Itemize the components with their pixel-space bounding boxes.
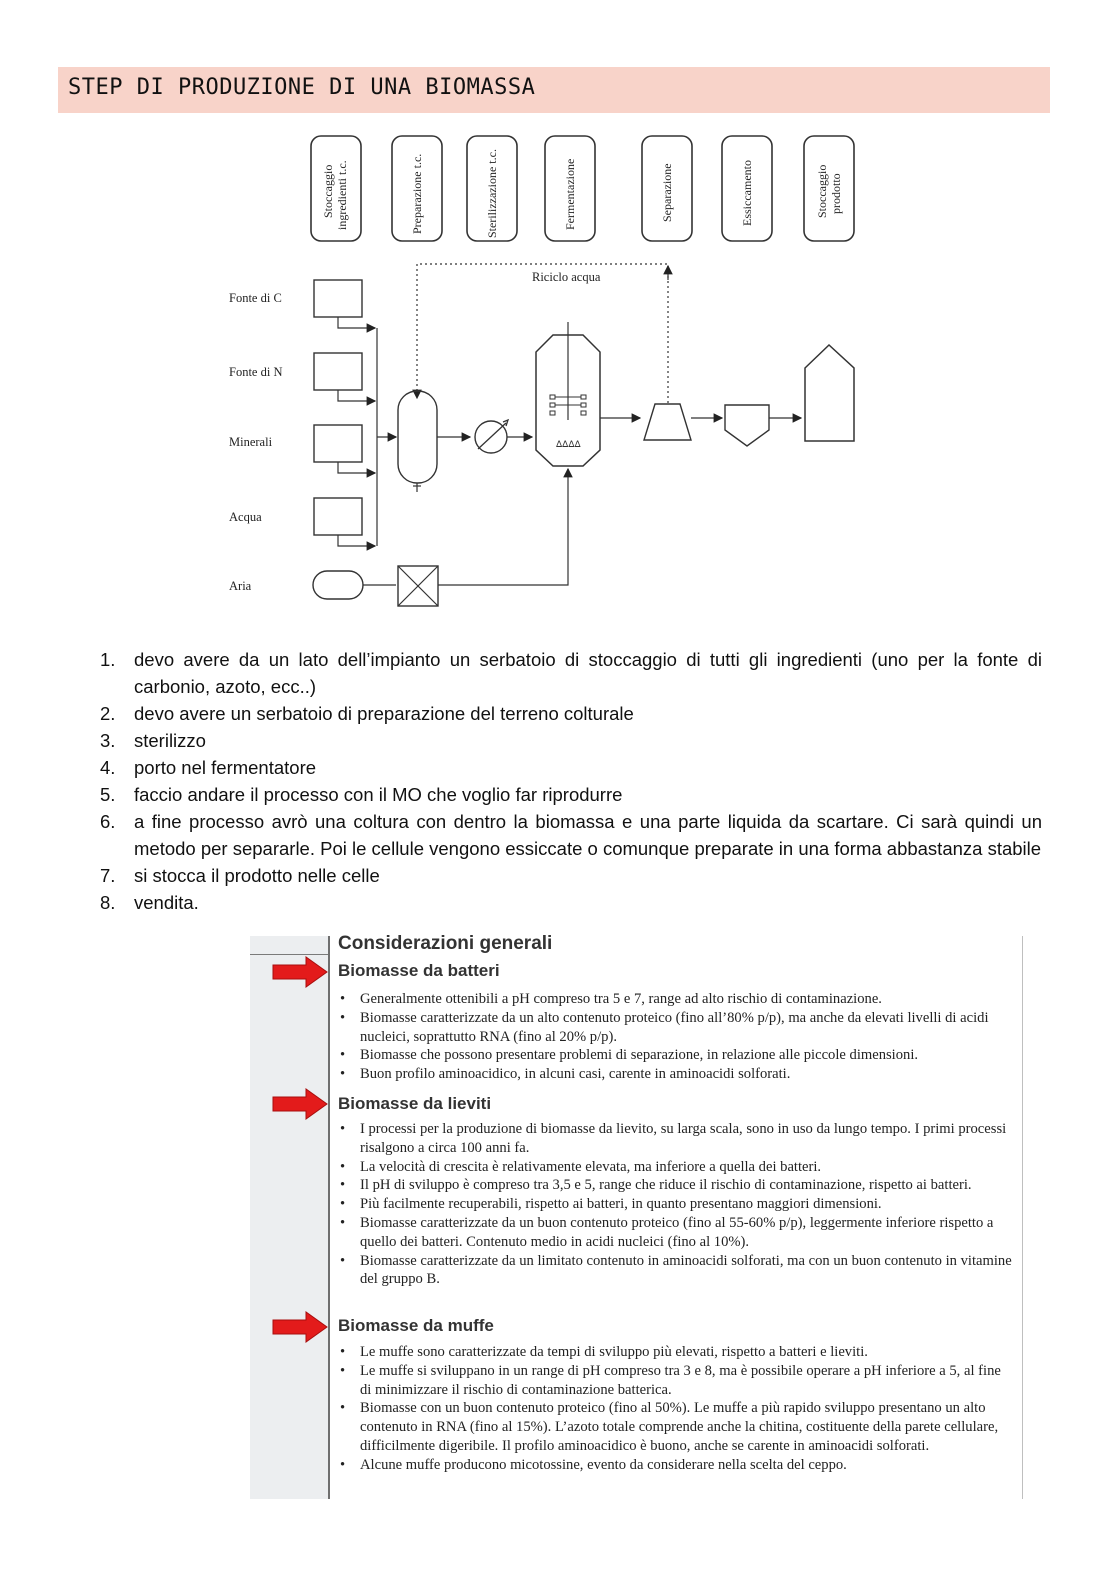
- step-number: 7.: [100, 865, 116, 886]
- stage-label-2: Preparazione t.c.: [410, 153, 424, 234]
- stage-label-7b: prodotto: [829, 173, 843, 214]
- stage-label-5: Separazione: [660, 163, 674, 222]
- dryer: [725, 405, 769, 446]
- bullet-item: • Biomasse caratterizzate da un buon contenuto proteico (fino al 55-60% p/p), leggermente inferiore rispetto a quello dei batteri. Contenuto medio in acidi nucleici (fino al 10%).: [338, 1214, 1014, 1252]
- book-margin-line: [250, 954, 328, 955]
- bullet-item: • Biomasse con un buon contenuto proteico (fino al 50%). Le muffe a più rapido sviluppo presentano un alto contenuto in RNA (fino al 15%). L’azoto totale comprende anche la chitina, costituente della parete cellulare, difficilmente digeribile. Il profilo aminoacidico è buono, anche se carente in aminoacidi solforati.: [338, 1399, 1014, 1455]
- stage-label-7a: Stoccaggio: [815, 164, 829, 218]
- recycle-loop: [417, 264, 668, 403]
- step-text: faccio andare il processo con il MO che voglio far riprodurre: [134, 784, 623, 805]
- tank-carbon: [314, 280, 362, 317]
- bullet-item: • Generalmente ottenibili a pH compreso tra 5 e 7, range ad alto rischio di contaminazione.: [338, 990, 1014, 1009]
- step-text: sterilizzo: [134, 730, 206, 751]
- input-label-carbon: Fonte di C: [229, 291, 282, 305]
- bullet-item: • Le muffe sono caratterizzate da tempi di sviluppo più elevati, rispetto a batteri e lieviti.: [338, 1343, 1014, 1362]
- red-arrow-icon: [272, 1311, 328, 1343]
- svg-text:ᐃᐃᐃᐃ: ᐃᐃᐃᐃ: [556, 439, 581, 449]
- recycle-label: Riciclo acqua: [532, 270, 601, 284]
- bullet-item: • Il pH di sviluppo è compreso tra 3,5 e 5, range che riduce il rischio di contaminazione, rispetto ai batteri.: [338, 1176, 1014, 1195]
- steps-list: [100, 646, 1042, 916]
- stage-label-6: Essiccamento: [740, 160, 754, 226]
- input-label-air: Aria: [229, 579, 252, 593]
- red-arrow-icon: [272, 1088, 328, 1120]
- stage-label-1b: ingredienti t.c.: [335, 160, 349, 230]
- preparation-tank: [398, 391, 437, 483]
- input-label-minerals: Minerali: [229, 435, 273, 449]
- step-item: [100, 808, 1042, 862]
- bullet-item: • Alcune muffe producono micotossine, evento da considerare nella scelta del ceppo.: [338, 1456, 1014, 1475]
- step-number: 4.: [100, 757, 116, 778]
- page-title: STEP DI PRODUZIONE DI UNA BIOMASSA: [68, 75, 536, 100]
- bullet-item: • Buon profilo aminoacidico, in alcuni casi, carente in aminoacidi solforati.: [338, 1065, 1014, 1084]
- step-text: devo avere da un lato dell’impianto un serbatoio di stoccaggio di tutti gli ingredienti (uno per la fonte di carbonio, azoto, ecc..): [134, 649, 1042, 697]
- bullet-item: • Le muffe si sviluppano in un range di pH compreso tra 3 e 8, ma è possibile operare a pH inferiore a 5, al fine di minimizzare il rischio di contaminazione batterica.: [338, 1362, 1014, 1400]
- step-number: 6.: [100, 811, 116, 832]
- bullet-item: • Più facilmente recuperabili, rispetto ai batteri, in quanto presentano maggiori dimensioni.: [338, 1195, 1014, 1214]
- stage-label-1a: Stoccaggio: [321, 164, 335, 218]
- input-label-water: Acqua: [229, 510, 262, 524]
- book-rule-right: [1022, 936, 1023, 1499]
- book-excerpt: [250, 933, 1025, 1499]
- book-margin: [250, 936, 328, 1499]
- bullet-item: • I processi per la produzione di biomasse da lievito, su larga scala, sono in uso da lungo tempo. I primi processi risalgono a circa 100 anni fa.: [338, 1120, 1014, 1158]
- step-text: si stocca il prodotto nelle celle: [134, 865, 380, 886]
- step-text: a fine processo avrò una coltura con dentro la biomassa e una parte liquida da scartare. Ci sarà quindi un metodo per separarle. Poi le cellule vengono essiccate o comunque preparate in una forma abbastanza stabile: [134, 811, 1042, 859]
- step-number: 1.: [100, 649, 116, 670]
- step-number: 2.: [100, 703, 116, 724]
- stage-label-4: Fermentazione: [563, 158, 577, 230]
- bullets-molds: [338, 1343, 1014, 1475]
- book-rule: [328, 936, 330, 1499]
- step-item: [100, 646, 1042, 700]
- step-item: [100, 754, 1042, 781]
- product-silo: [805, 345, 854, 441]
- section-heading-bacteria: Biomasse da batteri: [338, 961, 500, 980]
- step-item: [100, 862, 1042, 889]
- tank-minerals: [314, 425, 362, 462]
- bullet-item: • La velocità di crescita è relativamente elevata, ma inferiore a quella dei batteri.: [338, 1158, 1014, 1177]
- step-text: porto nel fermentatore: [134, 757, 317, 778]
- section-heading-yeasts: Biomasse da lieviti: [338, 1094, 492, 1113]
- stage-label-3: Sterilizzazione t.c.: [485, 149, 499, 238]
- bullet-item: • Biomasse caratterizzate da un limitato contenuto in aminoacidi solforati, ma con un buon contenuto in vitamine del gruppo B.: [338, 1252, 1014, 1290]
- bullet-item: • Biomasse caratterizzate da un alto contenuto proteico (fino all’80% p/p), ma anche da elevati livelli di acidi nucleici, soprattutto RNA (fino al 20% p/p).: [338, 1009, 1014, 1047]
- stage-boxes: [311, 136, 854, 241]
- section-heading-molds: Biomasse da muffe: [338, 1316, 494, 1335]
- tank-air: [313, 571, 363, 599]
- input-label-nitrogen: Fonte di N: [229, 365, 283, 379]
- step-item: [100, 727, 1042, 754]
- red-arrow-icon: [272, 956, 328, 988]
- book-title: Considerazioni generali: [338, 933, 553, 954]
- step-number: 5.: [100, 784, 116, 805]
- step-item: [100, 889, 1042, 916]
- separator: [644, 404, 691, 440]
- step-number: 3.: [100, 730, 116, 751]
- bullets-bacteria: [338, 990, 1014, 1084]
- step-text: devo avere un serbatoio di preparazione del terreno colturale: [134, 703, 634, 724]
- feed-lines: [338, 317, 396, 546]
- tank-nitrogen: [314, 353, 362, 390]
- step-item: [100, 781, 1042, 808]
- process-diagram: [0, 0, 1116, 640]
- bullets-yeasts: [338, 1120, 1014, 1289]
- step-text: vendita.: [134, 892, 199, 913]
- step-number: 8.: [100, 892, 116, 913]
- bullet-item: • Biomasse che possono presentare problemi di separazione, in relazione alle piccole dimensioni.: [338, 1046, 1014, 1065]
- step-item: [100, 700, 1042, 727]
- tank-water: [314, 498, 362, 535]
